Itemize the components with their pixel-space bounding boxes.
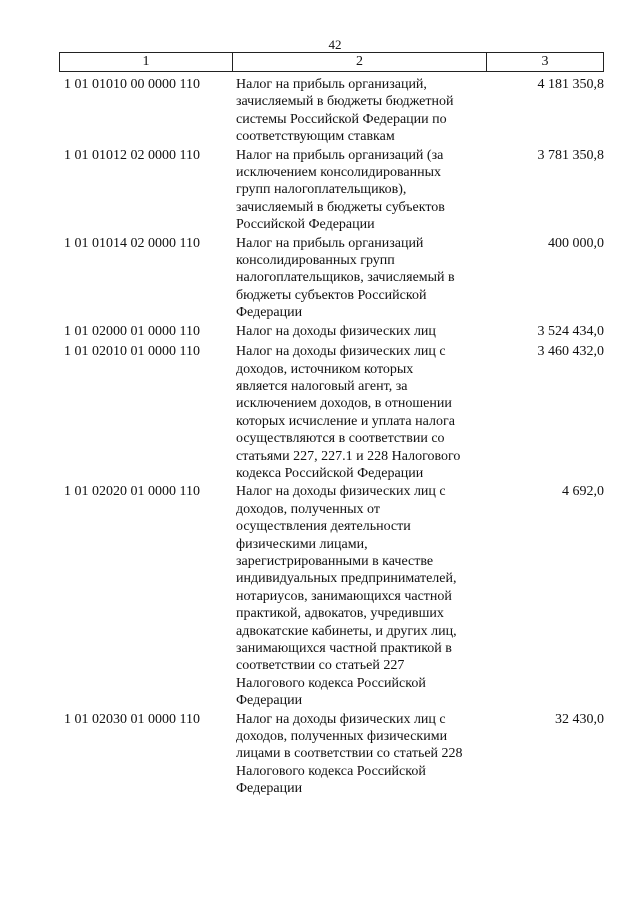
budget-code: 1 01 02030 01 0000 110 [64,711,200,727]
budget-code: 1 01 01010 00 0000 110 [64,77,200,92]
table-row [64,343,604,482]
revenue-name: Налог на доходы физических лиц с доходов, полученных от осуществления деятельности физическими лицами, зарегистрированными в качестве индивидуальных предпринимателей, нотариусов, занимающихся частной практикой, адвокатов, учредивших адвокатские кабинеты, и других лиц, занимающихся частной практикой в соответствии со статьей 227 Налогового кодекса Российской Федерации [236,484,457,709]
budget-code: 1 01 01012 02 0000 110 [64,147,200,163]
revenue-name: Налог на прибыль организаций консолидированных групп налогоплательщиков, зачисляемый в бюджеты субъектов Российской Федерации [236,235,455,321]
budget-code: 1 01 01014 02 0000 110 [64,235,200,251]
table-header [59,52,604,72]
revenue-amount: 4 692,0 [562,484,604,500]
table-row [64,76,604,146]
revenue-amount: 32 430,0 [555,711,604,727]
revenue-name: Налог на прибыль организаций, зачисляемый в бюджеты бюджетной системы Российской Федерации по соответствующим ставкам [236,77,454,145]
revenue-amount: 3 524 434,0 [537,323,604,339]
column-header-2: 2 [233,53,487,71]
table-row [64,235,604,322]
column-header-3: 3 [541,54,549,69]
budget-code: 1 01 02020 01 0000 110 [64,484,200,500]
revenue-amount: 4 181 350,8 [537,77,604,92]
revenue-name: Налог на прибыль организаций (за исключением консолидированных групп налогоплательщиков), зачисляемый в бюджеты субъектов Российской Федерации [236,147,445,233]
revenue-name: Налог на доходы физических лиц [236,323,436,339]
table-row [64,711,604,798]
page-number: 42 [328,37,342,52]
column-header-1: 1 [60,53,233,71]
budget-code: 1 01 02000 01 0000 110 [64,323,200,339]
revenue-name: Налог на доходы физических лиц с доходов, полученных физическими лицами в соответствии со статьей 228 Налогового кодекса Российской Федерации [236,711,463,797]
revenue-amount: 3 781 350,8 [537,147,604,163]
budget-code: 1 01 02010 01 0000 110 [64,344,200,360]
revenue-amount: 3 460 432,0 [537,344,604,360]
table-row [64,483,604,709]
table-row [64,323,604,340]
revenue-name: Налог на доходы физических лиц с доходов, источником которых является налоговый агент, за исключением доходов, в отношении которых исчисление и уплата налога осуществляются в соответствии со статьями 227, 227.1 и 228 Налогового кодекса Российской Федерации [236,344,461,481]
table-row [64,147,604,234]
revenue-amount: 400 000,0 [548,235,604,251]
table-body [64,76,604,798]
